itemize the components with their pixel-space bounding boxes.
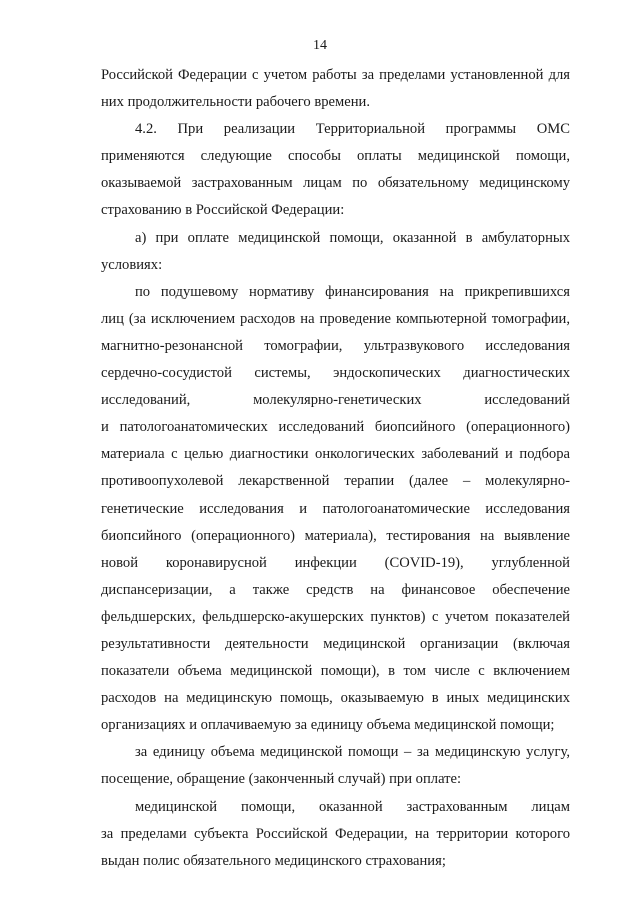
paragraph-4-2-start: 4.2. При реализации Территориальной программы ОМС — [135, 121, 570, 138]
text-line: расходов на медицинскую помощь, оказываемую в иных медицинских — [101, 690, 570, 707]
text-line: применяются следующие способы оплаты медицинской помощи, — [101, 148, 570, 165]
text-line: результативности деятельности медицинской организации (включая — [101, 635, 570, 652]
text-line: за пределами субъекта Российской Федерации, на территории которого — [101, 825, 570, 842]
text-line: страхованию в Российской Федерации: — [101, 202, 345, 219]
text-line: посещение, обращение (законченный случай) при оплате: — [101, 771, 462, 788]
text-line: оказываемой застрахованным лицам по обязательному медицинскому — [101, 175, 570, 192]
text-line: генетические исследования и патологоанатомические исследования — [101, 500, 570, 517]
text-line: сердечно-сосудистой системы, эндоскопических диагностических — [101, 365, 570, 382]
paragraph-start: по подушевому нормативу финансирования на прикрепившихся — [135, 283, 570, 300]
text-line: них продолжительности рабочего времени. — [101, 94, 370, 111]
text-line: магнитно-резонансной томографии, ультразвукового исследования — [101, 337, 570, 354]
text-line: исследований, молекулярно-генетических исследований — [101, 392, 570, 409]
text-line: биопсийного (операционного) материала), тестирования на выявление — [101, 527, 570, 544]
text-line: выдан полис обязательного медицинского страхования; — [101, 852, 446, 869]
text-line: материала с целью диагностики онкологических заболеваний и подбора — [101, 446, 570, 463]
text-line: фельдшерских, фельдшерско-акушерских пунктов) с учетом показателей — [101, 608, 570, 625]
text-line: новой коронавирусной инфекции (COVID-19), углубленной — [101, 554, 570, 571]
text-line: Российской Федерации с учетом работы за пределами установленной для — [101, 67, 570, 83]
document-body — [101, 62, 570, 875]
text-line: противоопухолевой лекарственной терапии (далее – молекулярно- — [101, 473, 570, 490]
paragraph-start: за единицу объема медицинской помощи – за медицинскую услугу, — [135, 744, 570, 761]
text-line: и патологоанатомических исследований биопсийного (операционного) — [101, 419, 570, 436]
text-line: лиц (за исключением расходов на проведение компьютерной томографии, — [101, 310, 570, 327]
text-line: показатели объема медицинской помощи), в том числе с включением — [101, 663, 570, 680]
paragraph-start: медицинской помощи, оказанной застрахованным лицам — [135, 798, 570, 815]
subparagraph-a-start: а) при оплате медицинской помощи, оказанной в амбулаторных — [135, 229, 570, 246]
page-number: 14 — [313, 38, 327, 53]
text-line: условиях: — [101, 256, 163, 273]
text-line: организациях и оплачиваемую за единицу объема медицинской помощи; — [101, 717, 555, 734]
text-line: диспансеризации, а также средств на финансовое обеспечение — [101, 581, 570, 598]
